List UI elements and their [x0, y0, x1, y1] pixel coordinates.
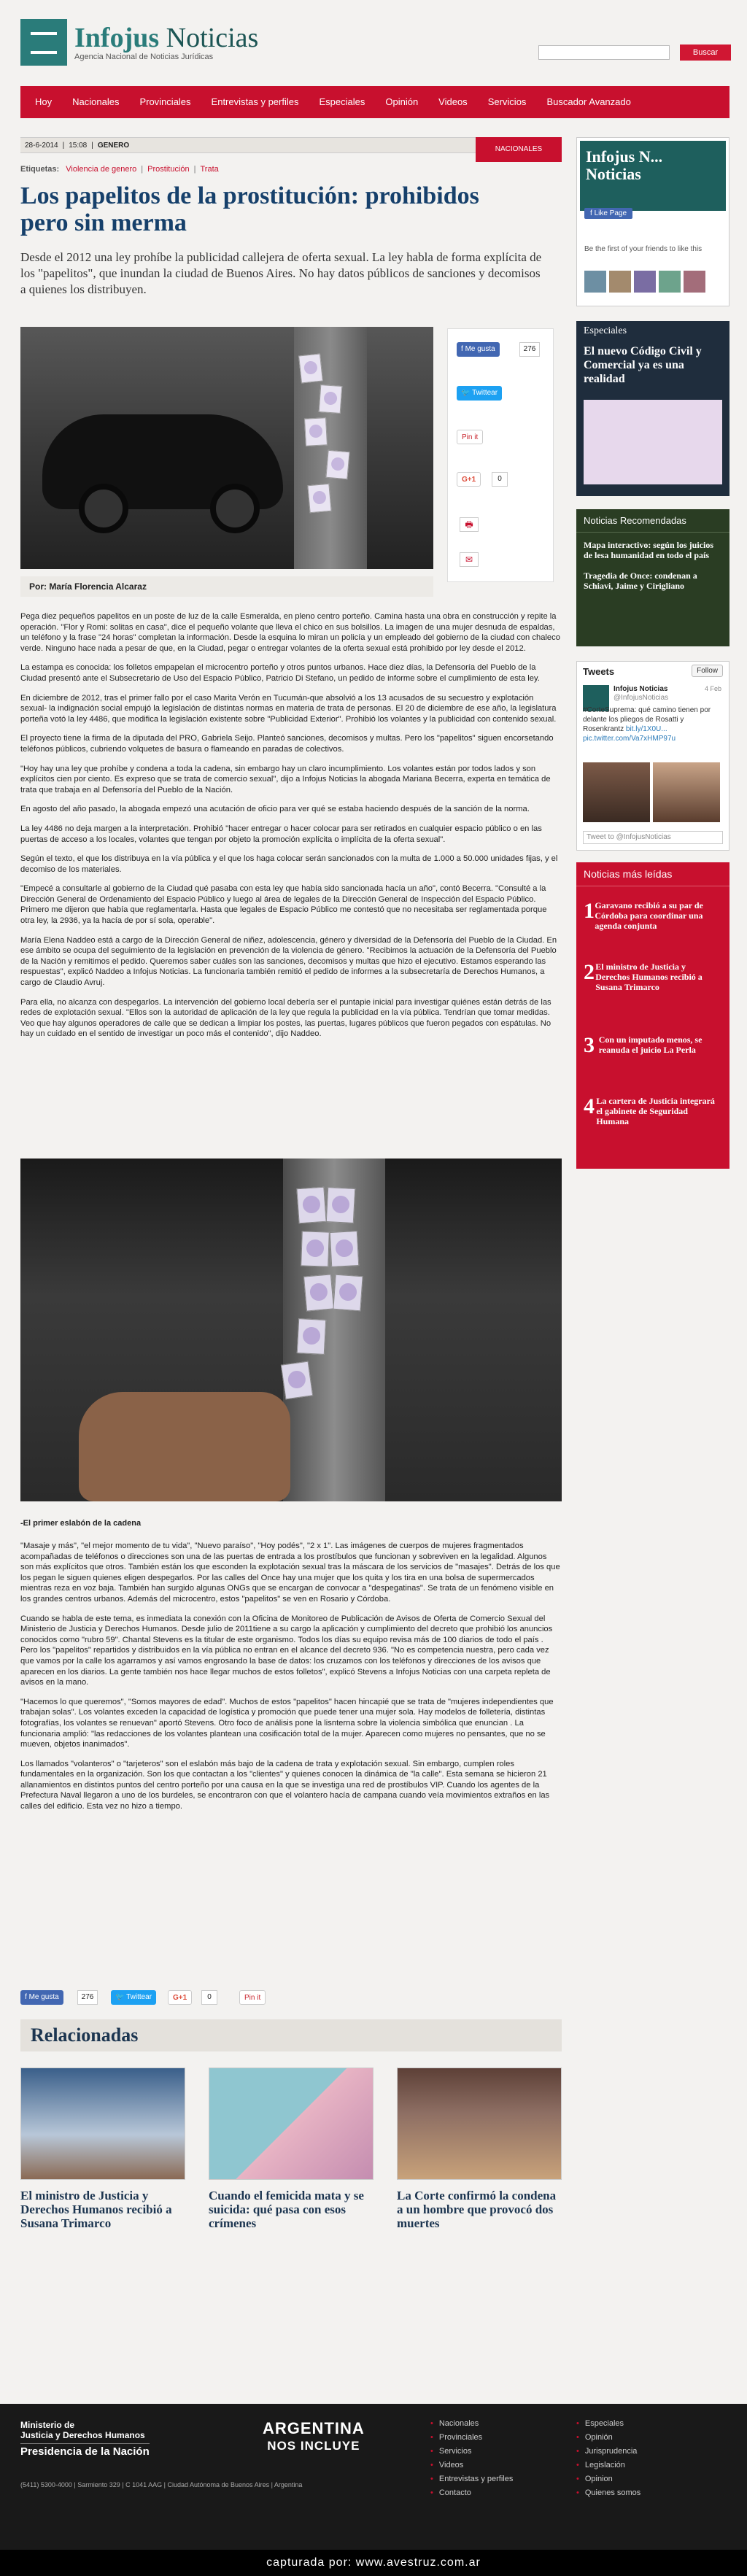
tweet-photo[interactable] — [583, 762, 650, 822]
article-photo — [20, 1159, 562, 1501]
footer-link[interactable]: • Servicios — [430, 2445, 513, 2459]
most-read-item[interactable] — [584, 900, 722, 931]
hero-wheel-shape — [210, 484, 260, 533]
body-paragraph: En agosto del año pasado, la abogada empezó una acutación de oficio para ver qué se estaba haciendo después de la sanción de la norma. — [20, 805, 530, 814]
search-button[interactable]: Buscar — [680, 45, 731, 61]
tweet-text — [583, 705, 721, 743]
tweet-link[interactable]: bit.ly/1X0U... — [625, 725, 667, 733]
especiales-heading: Especiales — [584, 325, 627, 336]
tweet-author-handle[interactable]: @InfojusNoticias — [614, 694, 669, 702]
facebook-like-label: Me gusta — [28, 1993, 59, 2001]
logo-name-b: Noticias — [166, 23, 259, 53]
twitter-tweet-button[interactable] — [457, 386, 502, 401]
facebook-icon: f — [25, 1993, 29, 2001]
search-input[interactable] — [538, 45, 670, 60]
most-read-heading: Noticias más leídas — [576, 862, 729, 886]
article-column — [20, 137, 562, 2230]
twitter-tweet-label: Twittear — [126, 1993, 152, 2001]
flyer-shape — [325, 450, 349, 479]
article-body-continued — [20, 1541, 562, 1821]
fb-like-label: Like Page — [594, 209, 627, 217]
most-read-title[interactable]: El ministro de Justicia y Derechos Humanos recibió a Susana Trimarco — [595, 962, 703, 992]
tags-label: Etiquetas: — [20, 165, 60, 174]
footer-link[interactable]: • Especiales — [576, 2417, 640, 2431]
print-icon[interactable]: 🖶 — [460, 517, 479, 532]
hero-photo — [20, 327, 433, 569]
tweet-date[interactable]: 4 Feb — [704, 685, 721, 692]
article-date: 28-6-2014 — [25, 141, 58, 150]
flyer-shape — [307, 484, 331, 513]
argentina-label: ARGENTINA — [263, 2419, 365, 2437]
body-paragraph: Según el texto, el que los distribuya en la vía pública y el que los haga colocar serán sancionados con la multa de 1.000 a 50.000 unidades fijas, y el decomiso de los materiales. — [20, 854, 558, 874]
email-icon[interactable]: ✉ — [460, 552, 479, 567]
pinterest-pin-button[interactable]: Pin it — [457, 430, 483, 444]
logo-name-a: Infojus — [74, 23, 160, 53]
article-datebar — [20, 137, 562, 153]
fb-banner-line-a: Infojus N... — [586, 147, 663, 166]
tweet-photo[interactable] — [653, 762, 720, 822]
footer-link[interactable]: • Opinión — [576, 2431, 640, 2445]
body-paragraph: Para ella, no alcanza con despegarlos. La intervención del gobierno local debería ser el puntapie inicial para investigar quiénes están detrás de las redes de explotación sexual. "Ellos son la autoridad de aplicación de la ley que regula la publicidad en la vía pública. Tendrían que tomar medidas. Veo que hay algunos operadores de calle que se dedican a limpiar los postes, las puertas, lugares públicos que fueron pegados con espátulas. No hay un cuidado en el sentido de investigar un poco más el contenido", dijo Naddeo. — [20, 997, 551, 1039]
flyer-shape — [303, 1274, 334, 1311]
body-paragraph: Los llamados "volanteros" o "tarjeteros" son el eslabón más bajo de la cadena de trata y explotación sexual. Sin embargo, cumplen roles fundamentales en la organización. Son los que contactan a los "clientes" y quienes conocen la dinámica de "la calle". Esta semana se hicieron 21 allanamientos en distintos puntos del centro porteño por una causa en la que se investiga una red de prostíbulos VIP. Cuando los agentes de la Prefectura Naval llegaron a uno de los burdeles, se encontraron con que el volantero hacía de campana cuando veía movimientos extraños en las calles del edificio. Esta vez no hizo a tiempo. — [20, 1759, 550, 1811]
footer-address: (5411) 5300-4000 | Sarmiento 329 | C 1041 AAG | Ciudad Autónoma de Buenos Aires | Argentina — [20, 2481, 303, 2488]
article-tags — [20, 165, 562, 174]
recommended-item[interactable]: Tragedia de Once: condenan a Schiavi, Jaime y Cirigliano — [584, 570, 697, 591]
tag-link[interactable]: Trata — [200, 165, 219, 174]
tag-link[interactable]: Prostitución — [147, 165, 190, 174]
most-read-title[interactable]: La cartera de Justicia integrará el gabinete de Seguridad Humana — [596, 1096, 715, 1126]
capture-credit: capturada por: www.avestruz.com.ar — [0, 2550, 747, 2576]
footer-links-col2 — [576, 2417, 640, 2500]
flyer-shape — [333, 1275, 363, 1312]
related-title[interactable]: El ministro de Justicia y Derechos Humanos recibió a Susana Trimarco — [20, 2189, 172, 2230]
most-read-title[interactable]: Con un imputado menos, se reanuda el juicio La Perla — [598, 1034, 703, 1055]
article-time: 15:08 — [69, 141, 88, 150]
fb-banner-title — [586, 148, 662, 183]
body-paragraph: María Elena Naddeo está a cargo de la Dirección General de niñez, adolescencia, género y diversidad de la Defensoría del Pueblo de la Ciudad. En ese ámbito se ocupa del seguimiento de la legislación en prevención de la violencia de género. "Recibimos la actuación de la Defensoría del Pueblo de la Nación y remitimos el pedido. Queremos saber cuáles son las sanciones, decomisos y multas que hizo el ejecutivo. Estamos esperando las respuestas", explicó Naddeo a Infojus Noticias. La funcionaria también remitió el pedido de informes a la subsecretaría de Derechos Humanos, a cargo de Claudio Avruj. — [20, 935, 557, 988]
twitter-icon: 🐦 — [461, 389, 473, 397]
tweet-to-input[interactable]: Tweet to @InfojusNoticias — [583, 831, 723, 844]
logo-mark-icon — [20, 19, 67, 66]
flyer-shape — [326, 1187, 355, 1223]
facebook-page-widget — [576, 137, 729, 306]
tweet-author-name[interactable]: Infojus Noticias — [614, 685, 668, 693]
twitter-tweet-button[interactable] — [111, 1990, 156, 2005]
related-card[interactable] — [209, 2068, 374, 2230]
body-paragraph: "Hacemos lo que queremos", "Somos mayores de edad". Muchos de estos "papelitos" hacen hincapié que se trata de "mujeres independientes que trabajan solas". Los volantes exceden la capacidad de logística y promoción que puede tener una mujer sola. Hay modelos de folletería, distintas fotografías, los volantes se renuevan" aportó Stevens. Otro foco de análisis pone la lisnterna sobre la violencia simbólica que enuncian . La funcionaria amplió: "las redacciones de los volantes plantean una cosificación total de la mujer. Aparecen como mujeres no pensantes, que no se mueven, objetos inanimados". — [20, 1697, 554, 1749]
article-byline: Por: María Florencia Alcaraz — [20, 576, 433, 597]
flyer-shape — [319, 384, 343, 414]
friend-avatar[interactable] — [634, 271, 656, 293]
logo-name — [74, 23, 258, 53]
google-plus-count: 0 — [201, 1990, 217, 2005]
tweets-heading: Tweets — [583, 666, 615, 677]
recommended-news-widget — [576, 509, 729, 646]
related-title[interactable]: Cuando el femicida mata y se suicida: qué pasa con esos crímenes — [209, 2189, 364, 2230]
most-read-number: 2 — [584, 960, 595, 984]
site-footer — [0, 2404, 747, 2550]
flyer-shape — [297, 1318, 326, 1355]
facebook-icon: f — [461, 345, 465, 353]
especiales-image[interactable] — [584, 400, 722, 484]
flyer-shape — [330, 1231, 359, 1267]
recommended-heading: Noticias Recomendadas — [576, 509, 729, 533]
twitter-icon: 🐦 — [115, 1993, 127, 2001]
friend-avatar[interactable] — [659, 271, 681, 293]
facebook-like-button[interactable] — [20, 1990, 63, 2005]
argentina-nos-incluye-logo — [263, 2420, 365, 2455]
related-title[interactable]: La Corte confirmó la condena a un hombre que provocó dos muertes — [397, 2189, 557, 2230]
facebook-like-button[interactable] — [457, 342, 500, 357]
most-read-number: 1 — [584, 899, 595, 923]
friend-avatar[interactable] — [684, 271, 705, 293]
google-plus-button[interactable]: G+1 — [168, 1990, 192, 2005]
nav-item-opinion[interactable]: Opinión — [385, 96, 419, 107]
twitter-tweet-label: Twittear — [472, 389, 498, 397]
footer-link[interactable]: • Jurisprudencia — [576, 2445, 640, 2459]
flyer-shape — [281, 1361, 313, 1400]
tag-link[interactable]: Violencia de genero — [66, 165, 137, 174]
nav-item-hoy[interactable]: Hoy — [35, 96, 53, 107]
tweet-pic-link[interactable]: pic.twitter.com/Va7xHMP97u — [583, 735, 676, 743]
facebook-icon: f — [590, 209, 595, 217]
footer-link[interactable]: • Entrevistas y perfiles — [430, 2472, 513, 2486]
related-card[interactable] — [397, 2068, 562, 2230]
article-lead: Desde el 2012 una ley prohíbe la publicidad callejera de oferta sexual. La ley habla de forma explícita de los "papelitos", que inundan la ciudad de Buenos Aires. No hay datos públicos de sanciones y decomisos a quienes los distribuyen. — [20, 250, 542, 296]
ministry-line-a: Ministerio de — [20, 2420, 75, 2430]
article-section: GENERO — [97, 141, 130, 150]
related-card[interactable] — [20, 2068, 185, 2230]
nav-item-servicios[interactable]: Servicios — [487, 96, 527, 107]
facebook-page-banner[interactable] — [580, 141, 726, 211]
flyer-shape — [296, 1187, 326, 1224]
tag-separator: | — [141, 165, 144, 174]
footer-link[interactable]: • Provinciales — [430, 2431, 513, 2445]
most-read-widget — [576, 862, 729, 1169]
body-paragraph: La estampa es conocida: los folletos empapelan el microcentro porteño y otros puntos urbanos. Hace diez días, la Defensoría del Pueblo de la Ciudad presentó ante el Subsecretario de Uso del Espacio Público, Patricio Di Stefano, un pedido de informe sobre el cumplimiento de esta ley. — [20, 663, 540, 683]
flyer-shape — [304, 417, 328, 446]
ministry-line-b: Justicia y Derechos Humanos — [20, 2430, 145, 2440]
article-subhead: -El primer eslabón de la cadena — [20, 1519, 142, 1528]
most-read-item[interactable] — [584, 962, 722, 992]
most-read-number: 4 — [584, 1094, 595, 1118]
footer-link[interactable]: • Legislación — [576, 2459, 640, 2472]
facebook-like-label: Me gusta — [465, 345, 495, 353]
share-column — [447, 328, 554, 582]
article-body — [20, 611, 562, 1048]
nav-item-videos[interactable]: Videos — [438, 96, 468, 107]
facebook-friends-text: Be the first of your friends to like this — [584, 245, 703, 253]
nav-item-provinciales[interactable]: Provinciales — [139, 96, 191, 107]
related-articles — [20, 2019, 562, 2230]
flyer-shape — [298, 354, 323, 384]
most-read-item[interactable] — [584, 1096, 722, 1126]
presidency-label: Presidencia de la Nación — [20, 2443, 150, 2457]
footer-links-col1 — [430, 2417, 513, 2500]
site-header — [20, 18, 729, 70]
footer-link[interactable]: • Quienes somos — [576, 2486, 640, 2500]
fb-banner-line-b: Noticias — [586, 165, 641, 183]
especiales-title[interactable]: El nuevo Código Civil y Comercial ya es una realidad — [584, 345, 702, 385]
nos-incluye-label: NOS INCLUYE — [267, 2439, 360, 2453]
body-paragraph: "Masaje y más", "el mejor momento de tu vida", "Nuevo paraíso", "Hoy podés", "2 x 1". Las imágenes de cuerpos de mujeres fragmentados acompañadas de teléfonos o direcciones son una de las puertas de entrada a los prostíbulos que funcionan y sobreviven en la legalidad. Algunos son más explícitos que otros. También están los que esconden la explotación sexual tras la máscara de los servicios de "masajes". Detrás de los que los pegan le siguen quienes eligen despegarlos. Por las calles del Once hay una mujer que los quita y los tira en una bolsa de supermercados mientras reza en voz baja. También han surgido algunas ONGs que se encargan de convocar a "despegatinas". Se trata de un fenómeno visible en los grandes centros urbanos. Además del microcentro, estos "papelitos" se ven en Rosario y Córdoba. — [20, 1542, 560, 1604]
recommended-item[interactable]: Mapa interactivo: según los juicios de lesa humanidad en todo el país — [584, 540, 713, 560]
most-read-title[interactable]: Garavano recibió a su par de Córdoba para coordinar una agenda conjunta — [595, 900, 703, 931]
body-paragraph: En diciembre de 2012, tras el primer fallo por el caso Marita Verón en Tucumán-que absolvió a los 13 acusados de su secuestro y explotación sexual- la indignación social empujó la legislación de distintas normas en materia de trata de personas. El 20 de diciembre de ese año, la legislatura porteña votó la ley 4486, que modifica la legislación existente sobre "Publicidad Exterior". Prohibió los volantes y la publicidad con contenido sexual. — [20, 693, 557, 724]
footer-link[interactable]: • Contacto — [430, 2486, 513, 2500]
tweet-text-body: #CorteSuprema: qué camino tienen por delante los pliegos de Rosatti y Rosenkrantz — [583, 706, 711, 733]
twitter-follow-button[interactable]: Follow — [692, 665, 723, 677]
especiales-widget[interactable] — [576, 321, 729, 496]
nav-item-entrevistas[interactable]: Entrevistas y perfiles — [211, 96, 299, 107]
twitter-timeline-widget — [576, 661, 729, 851]
pinterest-pin-button[interactable]: Pin it — [239, 1990, 266, 2005]
footer-link[interactable]: • Opinion — [576, 2472, 640, 2486]
site-logo[interactable] — [20, 19, 258, 66]
body-paragraph: Pega diez pequeños papelitos en un poste de luz de la calle Esmeralda, en pleno centro porteño. Camina hasta una obra en construcción y repite la operación. "Flor y Romi: solitas en casa", dice el pequeño volante que lleva el chico en sus bolsillos. La imagen de una mujer desnuda de espaldas, un teléfono y la frase "24 horas" completan la información. Desde la esquina lo miran un policía y un empleado del gobierno de la ciudad con chaleco verde. Ninguno hace nada a pesar de que, en la Ciudad, pegar o entregar volantes de la oferta sexual está prohibido por ley desde el 2012. — [20, 612, 560, 653]
datebar-separator: | — [62, 141, 65, 150]
body-paragraph: "Empecé a consultarle al gobierno de la Ciudad qué pasaba con esta ley que había sido sancionada hacía un año", contó Becerra. "Consulté a la Dirección General de Ordenamiento del Espacio Público y luego al área de legales de la Dirección General de Inspección del Espacio Público. Primero me dijeron que había que reglamentarla. Hasta que legales de Espacio Público me contestó que no necesitaba ser reglamentada porque otra ley, la 2936, ya la hacía de por sí sola, operable". — [20, 884, 547, 926]
friend-avatar[interactable] — [609, 271, 631, 293]
body-paragraph: El proyecto tiene la firma de la diputada del PRO, Gabriela Seijo. Planteó sanciones, decomisos y multas. Pero los "papelitos" siguen encorsetando teléfonos públicos, cubriendo volquetes de basura o flameando en paradas de colectivos. — [20, 734, 554, 754]
body-paragraph: Cuando se habla de este tema, es inmediata la conexión con la Oficina de Monitoreo de Publicación de Avisos de Oferta de Comercio Sexual del Ministerio de Justicia y Derechos Humanos. Desde julio de 2011tiene a su cargo la aplicación y cumplimiento del decreto que prohibió los anuncios conocidos como "rubro 59". Chantal Stevens es la titular de este organismo. Todos los días su equipo revisa más de 100 diarios de todo el país . Pero los "papelitos" repartidos y distribuidos en la vía pública no entran en el alcance del decreto 936. "No es competencia nuestra, pero cada vez que vamos por la calle los agarramos y así vamos engrosando la base de datos: los cruzamos con los teléfonos y direcciones de los avisos que aparecen en los diarios. La gente también nos hace llegar muchos de estos folletos", explicó Stevens a Infojus Noticias con una carpeta repleta de avisos en la mano. — [20, 1614, 553, 1687]
facebook-like-count: 276 — [77, 1990, 98, 2005]
google-plus-button[interactable]: G+1 — [457, 472, 481, 487]
logo-tagline: Agencia Nacional de Noticias Jurídicas — [74, 53, 214, 61]
footer-link[interactable]: • Videos — [430, 2459, 513, 2472]
facebook-like-page-button[interactable] — [584, 208, 632, 219]
flyer-shape — [301, 1231, 330, 1266]
footer-link[interactable]: • Nacionales — [430, 2417, 513, 2431]
hero-wheel-shape — [79, 484, 128, 533]
bottom-share-bar — [20, 1990, 312, 2005]
ministry-logo[interactable] — [20, 2420, 150, 2457]
logo-text — [74, 23, 258, 61]
section-badge[interactable]: NACIONALES — [476, 137, 562, 162]
google-plus-count: 0 — [492, 472, 508, 487]
article-title: Los papelitos de la prostitución: prohibidos pero sin merma — [20, 182, 479, 236]
nav-item-buscador-avanzado[interactable]: Buscador Avanzado — [546, 96, 631, 107]
friend-avatar[interactable] — [584, 271, 606, 293]
body-paragraph: La ley 4486 no deja margen a la interpretación. Prohibió "hacer entregar o hacer colocar para ser retirados en cualquier espacio público o en las puertas de acceso a los locales, volantes que tengan por objeto la promoción explícita o implícita de la oferta sexual". — [20, 824, 542, 844]
related-image[interactable] — [209, 2068, 374, 2180]
nav-item-nacionales[interactable]: Nacionales — [72, 96, 120, 107]
facebook-like-count: 276 — [519, 342, 540, 357]
most-read-item[interactable] — [584, 1034, 722, 1056]
datebar-separator: | — [91, 141, 93, 150]
most-read-number: 3 — [584, 1033, 595, 1057]
nav-item-especiales[interactable]: Especiales — [319, 96, 365, 107]
photo-hand-shape — [79, 1392, 290, 1501]
related-heading: Relacionadas — [20, 2019, 562, 2051]
body-paragraph: "Hoy hay una ley que prohíbe y condena a toda la cadena, sin embargo hay un claro incumplimiento. Los volantes están por todos lados y son explícitos cien por ciento. Es expreso que se trata de comercio sexual", dijo a Infojus Noticias la abogada Mariana Becerra, experta en temática de trata que trabaja en al Defensoría del Pueblo de la Nación. — [20, 764, 551, 794]
related-image[interactable] — [20, 2068, 185, 2180]
main-nav — [20, 86, 729, 118]
related-image[interactable] — [397, 2068, 562, 2180]
tag-separator: | — [193, 165, 196, 174]
